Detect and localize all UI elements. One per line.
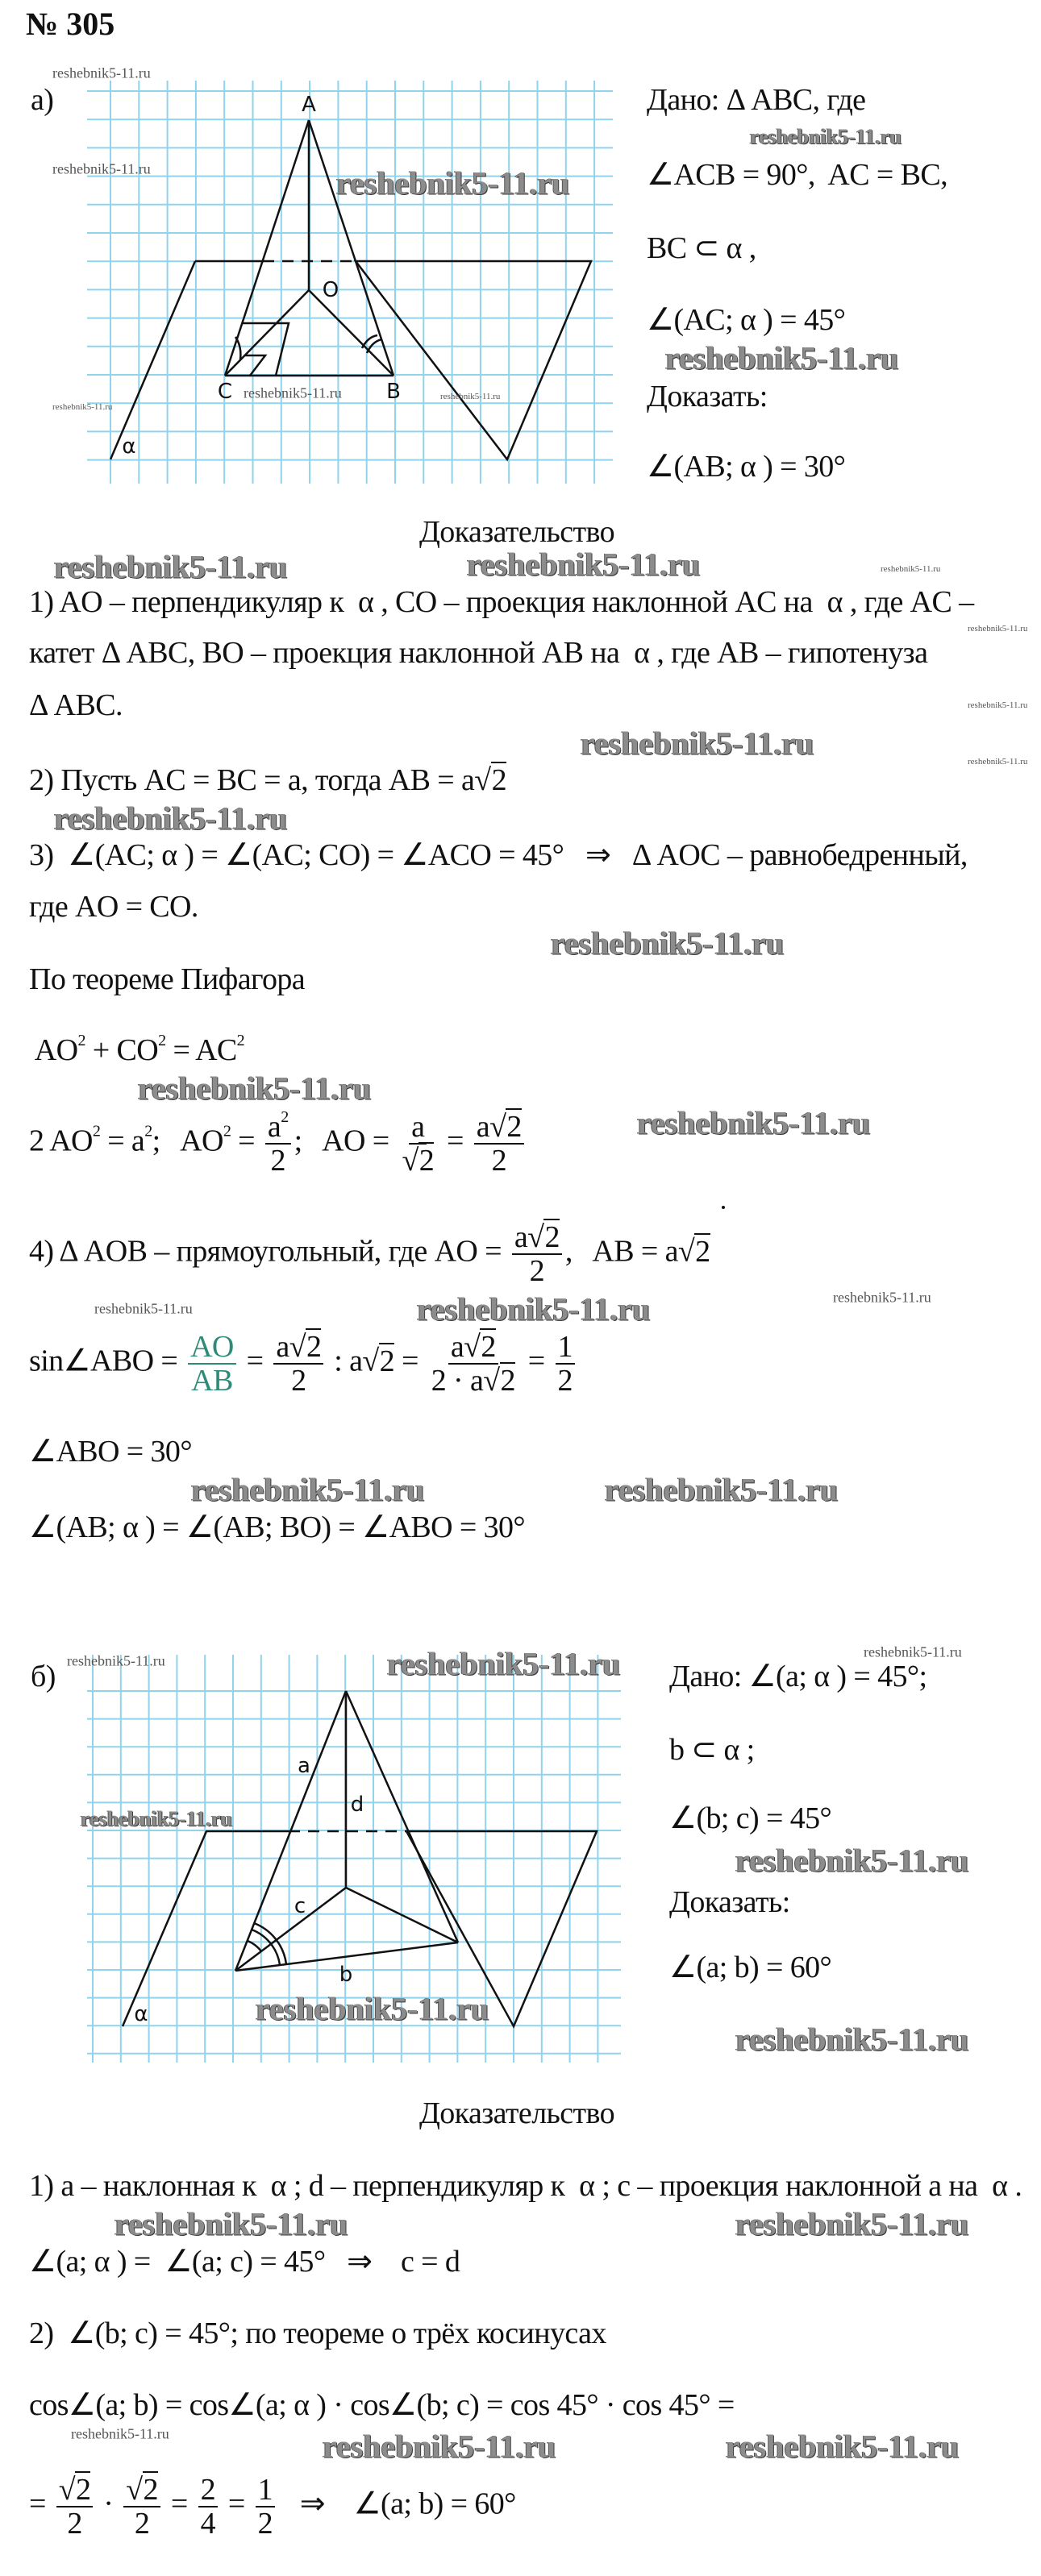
math-text: + CO (85, 1033, 159, 1067)
point-label-C: C (217, 380, 233, 404)
watermark: reshebnik5-11.ru (67, 1652, 165, 1669)
segment-CO (225, 290, 309, 376)
plane-label-alpha: α (122, 434, 136, 459)
proof-line (29, 1221, 710, 1287)
line-label-c: c (294, 1894, 306, 1918)
math-text: 2 (67, 2507, 82, 2541)
math-text: = (29, 2487, 53, 2521)
radicand: 2 (506, 1110, 522, 1144)
math-text: 1) AO – перпендикуляр к α , CO – проекция наклонной AC на α , где AC – (29, 585, 974, 619)
math-text: = (163, 2487, 195, 2521)
radical (464, 1328, 496, 1364)
radical (59, 2471, 91, 2507)
radical (474, 762, 506, 797)
prove-heading: Доказать: (647, 380, 768, 413)
denominator (429, 1365, 518, 1397)
radicand: 2 (500, 1364, 515, 1398)
radical-sign: √ (464, 1330, 481, 1364)
proof-line (29, 2474, 516, 2540)
math-text: ∠ABO = 30° (29, 1435, 192, 1469)
watermark: reshebnik5-11.ru (864, 1643, 962, 1660)
part-b-label: б) (31, 1660, 56, 1693)
fraction (399, 1111, 436, 1177)
math-text: 2 (200, 2473, 215, 2507)
grid-paper-a (87, 81, 613, 484)
denominator (489, 1145, 509, 1177)
proof-line (29, 585, 974, 619)
part-a-label: а) (31, 83, 54, 117)
line-label-b: b (339, 1963, 353, 1987)
math-text: 2) Пусть AC = BC = a, тогда AB = a (29, 763, 475, 797)
watermark: reshebnik5-11.ru (551, 924, 785, 962)
denominator (256, 2507, 275, 2540)
segment-PR (346, 1691, 458, 1942)
watermark: reshebnik5-11.ru (968, 624, 1028, 634)
superscript: 2 (158, 1032, 166, 1049)
superscript: 2 (144, 1122, 152, 1141)
proof-line (29, 2245, 460, 2279)
given-line: ∠ACB = 90°, AC = BC, (647, 158, 948, 192)
denominator (132, 2507, 152, 2540)
watermark: reshebnik5-11.ru (605, 1471, 839, 1508)
superscript: 2 (236, 1032, 245, 1049)
watermark: reshebnik5-11.ru (440, 392, 501, 401)
math-text: ∠(a; α ) = ∠(a; c) = 45° ⇒ c = d (29, 2245, 460, 2279)
denominator (399, 1145, 436, 1177)
given-line: Дано: Δ ABC, где (647, 83, 866, 117)
math-text: = a (100, 1124, 145, 1158)
math-text: = AC (165, 1033, 237, 1067)
fraction (198, 2474, 218, 2540)
given-line: b ⊂ α ; (669, 1733, 755, 1767)
math-text: a (411, 1110, 425, 1144)
radical (489, 1108, 522, 1144)
math-text: По теореме Пифагора (29, 962, 306, 996)
denominator (289, 1365, 308, 1397)
superscript: 2 (281, 1108, 289, 1126)
radical-sign: √ (289, 1330, 306, 1364)
radical-sign: √ (362, 1344, 379, 1378)
fraction (429, 1331, 518, 1397)
superscript: 2 (223, 1122, 231, 1141)
superscript: 2 (77, 1032, 85, 1049)
line-c (235, 1888, 346, 1971)
math-text: 2 (291, 1364, 306, 1398)
watermark: reshebnik5-11.ru (387, 1645, 621, 1682)
prove-heading: Доказать: (669, 1885, 790, 1919)
fraction (273, 1331, 323, 1397)
fraction (474, 1111, 524, 1177)
point-label-A: A (302, 93, 316, 117)
proof-line (29, 890, 198, 924)
math-text: 2 (257, 2507, 273, 2541)
math-text: 1 (257, 2473, 273, 2507)
math-text: 4) Δ AOB – прямоугольный, где AO = (29, 1234, 509, 1269)
math-text: катет Δ ABC, BO – проекция наклонной AB на α , где AB – гипотенуза (29, 636, 928, 670)
right-angle-mark (242, 323, 289, 376)
math-text: a (514, 1220, 528, 1254)
proof-line (29, 838, 968, 872)
watermark: reshebnik5-11.ru (336, 164, 570, 202)
fraction (556, 1331, 575, 1397)
radicand: 2 (491, 763, 506, 797)
watermark: reshebnik5-11.ru (52, 160, 151, 177)
watermark: reshebnik5-11.ru (256, 1990, 489, 2027)
radical-sign: √ (402, 1144, 418, 1178)
math-text: ∠(AB; α ) = ∠(AB; BO) = ∠ABO = 30° (29, 1510, 526, 1544)
math-text: : a (327, 1344, 363, 1378)
fraction (512, 1221, 562, 1287)
radical-sign: √ (58, 2473, 75, 2507)
math-text: 2 (557, 1364, 573, 1398)
numerator (448, 1331, 498, 1365)
fraction (265, 1108, 291, 1178)
watermark: reshebnik5-11.ru (244, 384, 342, 401)
radical-sign: √ (677, 1234, 695, 1269)
radical (362, 1343, 394, 1378)
proof-line (29, 2169, 1022, 2203)
math-text: 2 AO (29, 1124, 93, 1158)
radical-sign: √ (527, 1220, 544, 1254)
watermark: reshebnik5-11.ru (323, 2428, 556, 2465)
watermark: reshebnik5-11.ru (968, 757, 1028, 767)
prove-statement: ∠(AB; α ) = 30° (647, 450, 846, 484)
segment-AC (225, 120, 309, 376)
given-line: ∠(b; c) = 45° (669, 1801, 832, 1835)
fraction (123, 2474, 160, 2540)
math-text: 2 · a (431, 1364, 484, 1398)
superscript: 2 (92, 1122, 101, 1141)
math-text: 2 (529, 1254, 545, 1288)
figure-b (123, 1691, 597, 2026)
plane-label-alpha: α (134, 2002, 148, 2026)
math-text: 2 (270, 1144, 285, 1178)
watermark: reshebnik5-11.ru (735, 2205, 969, 2242)
fraction (256, 2474, 275, 2540)
math-text: a (276, 1330, 289, 1364)
angle-arc-C (235, 337, 240, 359)
math-text: = (231, 1124, 262, 1158)
line-label-d: d (350, 1793, 364, 1817)
watermark: reshebnik5-11.ru (115, 2205, 348, 2242)
watermark: reshebnik5-11.ru (138, 1070, 372, 1107)
stray-dot (722, 1206, 725, 1209)
numerator (188, 1331, 236, 1365)
watermark: reshebnik5-11.ru (881, 564, 941, 574)
watermark: reshebnik5-11.ru (94, 1300, 193, 1317)
line-label-a: a (298, 1754, 310, 1778)
problem-number: № 305 (26, 6, 115, 42)
math-text: 2) ∠(b; c) = 45°; по теореме о трёх косинусах (29, 2316, 606, 2350)
radicand: 2 (481, 1330, 496, 1364)
radicand: 2 (544, 1220, 560, 1254)
watermark: reshebnik5-11.ru (52, 402, 113, 412)
numerator (474, 1111, 524, 1145)
radical (289, 1328, 322, 1364)
radicand: 2 (695, 1234, 710, 1269)
numerator (123, 2474, 160, 2507)
math-text: ; AO (152, 1124, 223, 1158)
numerator (198, 2474, 218, 2507)
numerator (273, 1331, 323, 1365)
math-text: 4 (200, 2507, 215, 2541)
denominator (189, 1365, 235, 1397)
math-text: 1 (557, 1330, 573, 1364)
watermark: reshebnik5-11.ru (54, 800, 288, 837)
numerator (512, 1221, 562, 1255)
math-text: Δ ABC. (29, 688, 123, 722)
math-text: a (476, 1110, 490, 1144)
radicand: 2 (143, 2473, 158, 2507)
math-text: cos∠(a; b) = cos∠(a; α ) · cos∠(b; c) = cos 45° · cos 45° = (29, 2388, 735, 2422)
radical (402, 1142, 434, 1178)
radicand: 2 (306, 1330, 322, 1364)
math-text: = (239, 1344, 271, 1378)
denominator (527, 1255, 547, 1287)
point-label-B: B (386, 380, 401, 404)
segment-BO (309, 290, 393, 376)
radical (126, 2471, 158, 2507)
radical (678, 1233, 710, 1269)
radical (527, 1219, 560, 1254)
math-text: = (220, 2487, 252, 2521)
plane-alpha-a (110, 261, 591, 459)
watermark: reshebnik5-11.ru (726, 2428, 960, 2465)
math-text: ; AO = (294, 1124, 397, 1158)
watermark: reshebnik5-11.ru (833, 1289, 931, 1306)
math-text: a (267, 1110, 281, 1144)
numerator (409, 1111, 427, 1145)
proof-line (29, 1331, 578, 1397)
denominator (556, 1365, 575, 1397)
radicand: 2 (379, 1344, 395, 1378)
radical-sign: √ (474, 763, 491, 797)
math-text: AO (29, 1033, 78, 1067)
segment-HR (346, 1888, 458, 1942)
watermark: reshebnik5-11.ru (71, 2425, 169, 2442)
watermark: reshebnik5-11.ru (581, 725, 814, 762)
math-text: ⇒ ∠(a; b) = 60° (278, 2487, 516, 2521)
watermark: reshebnik5-11.ru (467, 546, 701, 583)
numerator (265, 1108, 291, 1145)
watermark: reshebnik5-11.ru (417, 1290, 651, 1327)
given-line: ∠(AC; α ) = 45° (647, 303, 846, 337)
proof-line (29, 763, 506, 797)
watermark: reshebnik5-11.ru (735, 1842, 969, 1879)
math-text: где AO = CO. (29, 890, 198, 924)
fraction (56, 2474, 94, 2540)
watermark: reshebnik5-11.ru (191, 1471, 425, 1508)
watermark: reshebnik5-11.ru (54, 548, 288, 585)
proof-line (29, 2316, 606, 2350)
proof-line (29, 1435, 192, 1469)
math-text: 1) a – наклонная к α ; d – перпендикуляр к α ; c – проекция наклонной a на α . (29, 2169, 1022, 2203)
math-text: AB (191, 1364, 233, 1398)
math-text: AO (190, 1330, 234, 1364)
radicand: 2 (76, 2473, 91, 2507)
proof-title-a: Доказательство (418, 515, 615, 549)
proof-title-b: Доказательство (418, 2096, 615, 2130)
proof-line (29, 1108, 527, 1178)
proof-line (29, 1033, 244, 1067)
watermark: reshebnik5-11.ru (735, 2021, 969, 2058)
math-text: 3) ∠(AC; α ) = ∠(AC; CO) = ∠ACO = 45° ⇒ Δ AOC – равнобедренный, (29, 838, 968, 872)
given-line: BC ⊂ α , (647, 231, 756, 265)
segment-AB (309, 120, 393, 376)
watermark: reshebnik5-11.ru (637, 1104, 871, 1141)
math-text: 2 (134, 2507, 150, 2541)
radical (483, 1362, 515, 1398)
radicand: 2 (418, 1144, 435, 1178)
math-text: = (520, 1344, 552, 1378)
math-text: = (439, 1124, 471, 1158)
angle-arc-B (362, 335, 382, 353)
line-a (235, 1691, 346, 1971)
denominator (65, 2507, 84, 2540)
fraction (188, 1331, 236, 1397)
math-text: 2 (491, 1144, 506, 1178)
radical-sign: √ (483, 1364, 500, 1398)
watermark: reshebnik5-11.ru (81, 1807, 233, 1830)
numerator (256, 2474, 275, 2507)
proof-line (29, 1510, 525, 1544)
watermark: reshebnik5-11.ru (968, 700, 1028, 710)
given-line: Дано: ∠(a; α ) = 45°; (669, 1660, 927, 1693)
proof-line (29, 2388, 735, 2422)
prove-statement: ∠(a; b) = 60° (669, 1951, 832, 1984)
proof-line (29, 962, 305, 996)
radical-sign: √ (489, 1110, 506, 1144)
watermark: reshebnik5-11.ru (665, 339, 899, 376)
watermark: reshebnik5-11.ru (52, 64, 151, 81)
denominator (269, 1145, 288, 1177)
math-text: , AB = a (564, 1234, 678, 1269)
proof-line (29, 688, 123, 722)
math-text: sin∠ABO = (29, 1344, 185, 1378)
radical-sign: √ (126, 2473, 143, 2507)
math-text: = (394, 1344, 426, 1378)
watermark: reshebnik5-11.ru (750, 125, 902, 148)
point-label-O: O (322, 278, 339, 302)
numerator (556, 1331, 575, 1365)
denominator (198, 2507, 218, 2540)
proof-line (29, 636, 927, 670)
angle-arcs (248, 1923, 286, 1965)
numerator (56, 2474, 94, 2507)
math-text: · (96, 2487, 121, 2521)
math-text: a (450, 1330, 464, 1364)
